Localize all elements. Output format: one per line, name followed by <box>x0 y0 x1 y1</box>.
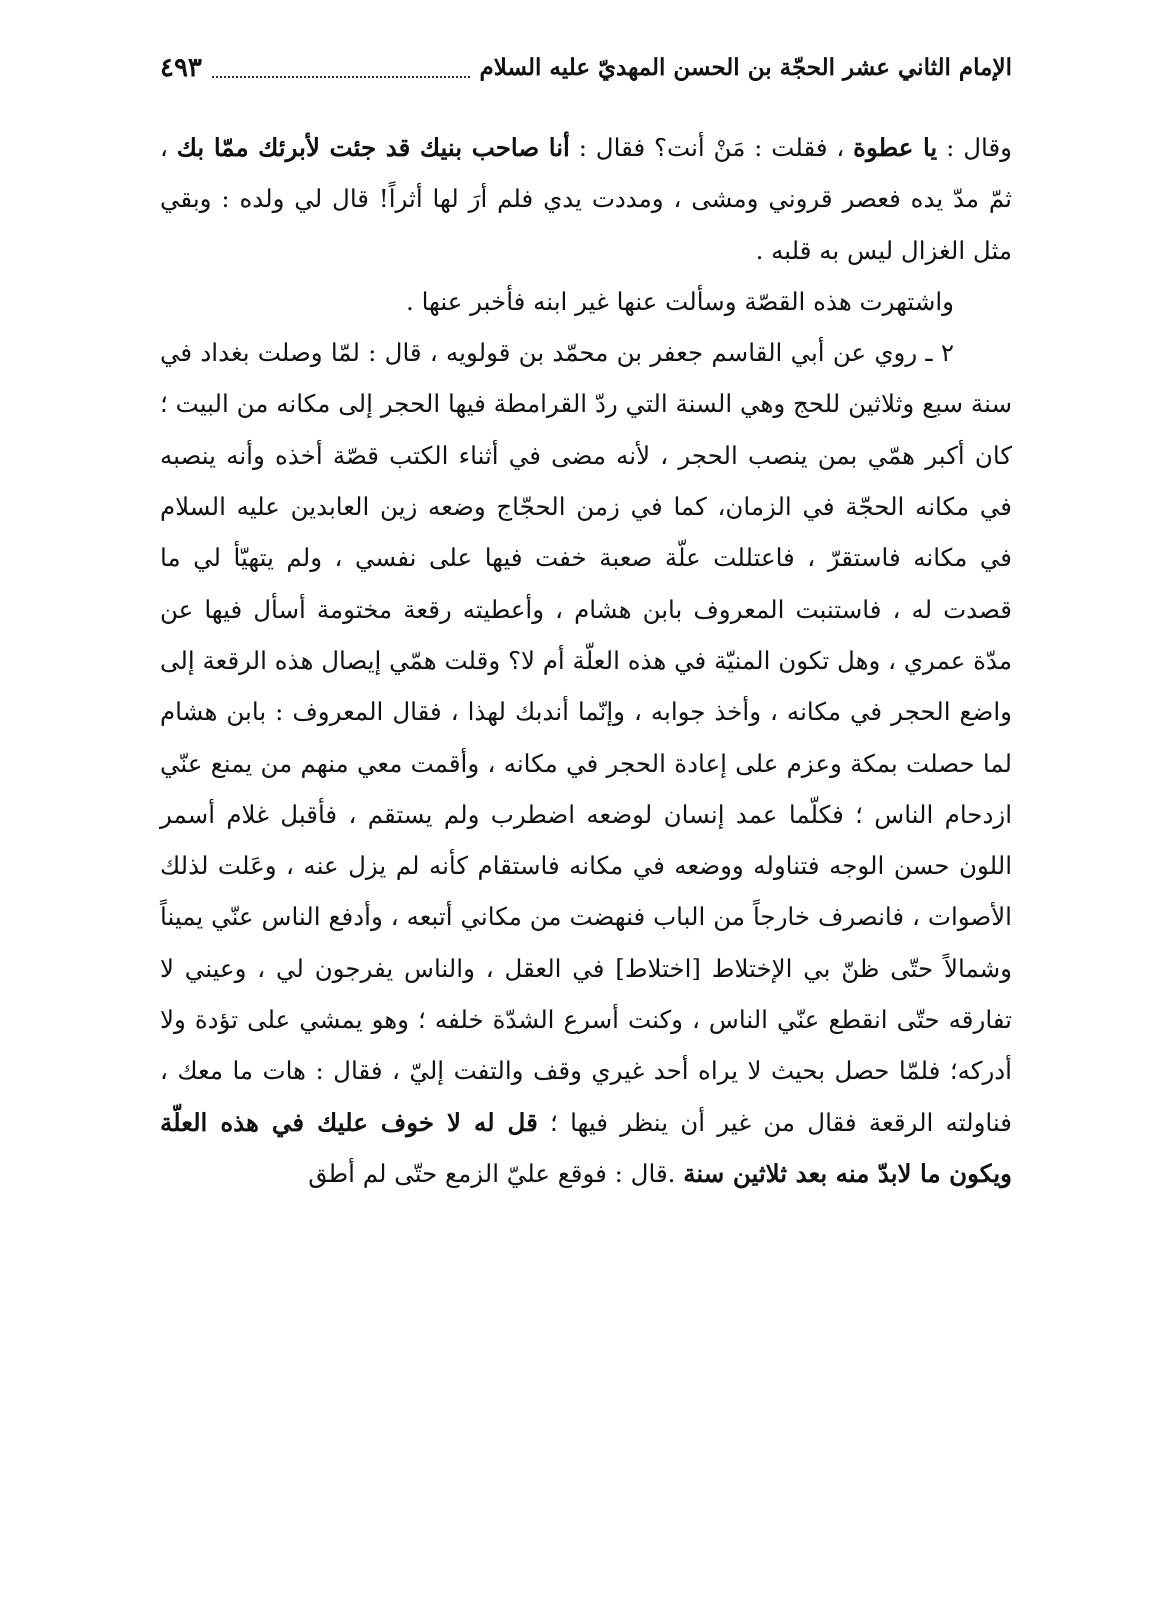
p3-text-a: ٢ ـ روي عن أبي القاسم جعفر بن محمّد بن قولويه ، قال : لمّا وصلت بغداد في سنة سبع وثلاثين للحج وهي السنة التي ردّ القرامطة فيها الحجر إلى مكانه من البيت ؛ كان أكبر همّي بمن ينصب الحجر ، لأنه مضى في أثناء الكتب قصّة أخذه وأنه ينصبه في مكانه الحجّة في الزمان، كما في زمن الحجّاج وضعه زين العابدين عليه السلام في مكانه فاستقرّ ، فاعتللت علّة صعبة خفت فيها على نفسي ، ولم يتهيّأ لي ما قصدت له ، فاستنبت المعروف بابن هشام ، وأعطيته رقعة مختومة أسأل فيها عن مدّة عمري ، وهل تكون المنيّة في هذه العلّة أم لا؟ وقلت همّي إيصال هذه الرقعة إلى واضع الحجر في مكانه ، وأخذ جوابه ، وإنّما أندبك لهذا ، فقال المعروف : بابن هشام لما حصلت بمكة وعزم على إعادة الحجر في مكانه ، وأقمت معي منهم من يمنع عنّي ازدحام الناس ؛ فكلّما عمد إنسان لوضعه اضطرب ولم يستقم ، فأقبل غلام أسمر اللون حسن الوجه فتناوله ووضعه في مكانه فاستقام كأنه لم يزل عنه ، وعَلت لذلك الأصوات ، فانصرف خارجاً من الباب فنهضت من مكاني أتبعه ، وأدفع الناس عنّي يميناً وشمالاً حتّى ظنّ بي الإختلاط [اختلاط] في العقل ، والناس يفرجون لي ، وعيني لا تفارقه حتّى انقطع عنّي الناس ، وكنت أسرع الشدّة خلفه ؛ وهو يمشي على تؤدة ولا أدركه؛ فلمّا حصل بحيث لا يراه أحد غيري وقف والتفت إليّ ، فقال : هات ما معك ، فناولته الرقعة فقال من غير أن ينظر فيها ؛ <box>160 338 1012 1137</box>
p1-text-c: ، ثمّ مدّ يده فعصر قروني ومشى ، ومددت يدي فلم أرَ لها أثراً! قال لي ولده : وبقي مثل الغزال ليس به قلبه . <box>160 133 1012 265</box>
p1-text-a: وقال : <box>937 133 1013 162</box>
header-title: الإمام الثاني عشر الحجّة بن الحسن المهديّ عليه السلام <box>479 54 1012 81</box>
running-header <box>160 40 1012 88</box>
body-text <box>160 122 1012 1199</box>
p3-text-c: .قال : فوقع عليّ الزمع حتّى لم أطق <box>308 1158 684 1188</box>
header-dot-leader <box>212 75 470 78</box>
paragraph-2: واشتهرت هذه القصّة وسألت عنها غير ابنه فأخبر عنها . <box>406 286 954 316</box>
p1-text-b: ، فقلت : مَنْ أنت؟ فقال : <box>569 133 854 162</box>
page-number: ٤٩٣ <box>160 53 202 83</box>
paragraph-3 <box>160 327 1012 1199</box>
paragraph-1 <box>160 122 1012 276</box>
p1-bold-b: أنا صاحب بنيك قد جئت لأبرئك ممّا بك <box>176 133 570 162</box>
p3-bold: قل له لا خوف عليك في هذه العلّة ويكون ما لابدّ منه بعد ثلاثين سنة <box>160 1107 1012 1188</box>
p1-bold-a: يا عطوة <box>853 133 938 162</box>
